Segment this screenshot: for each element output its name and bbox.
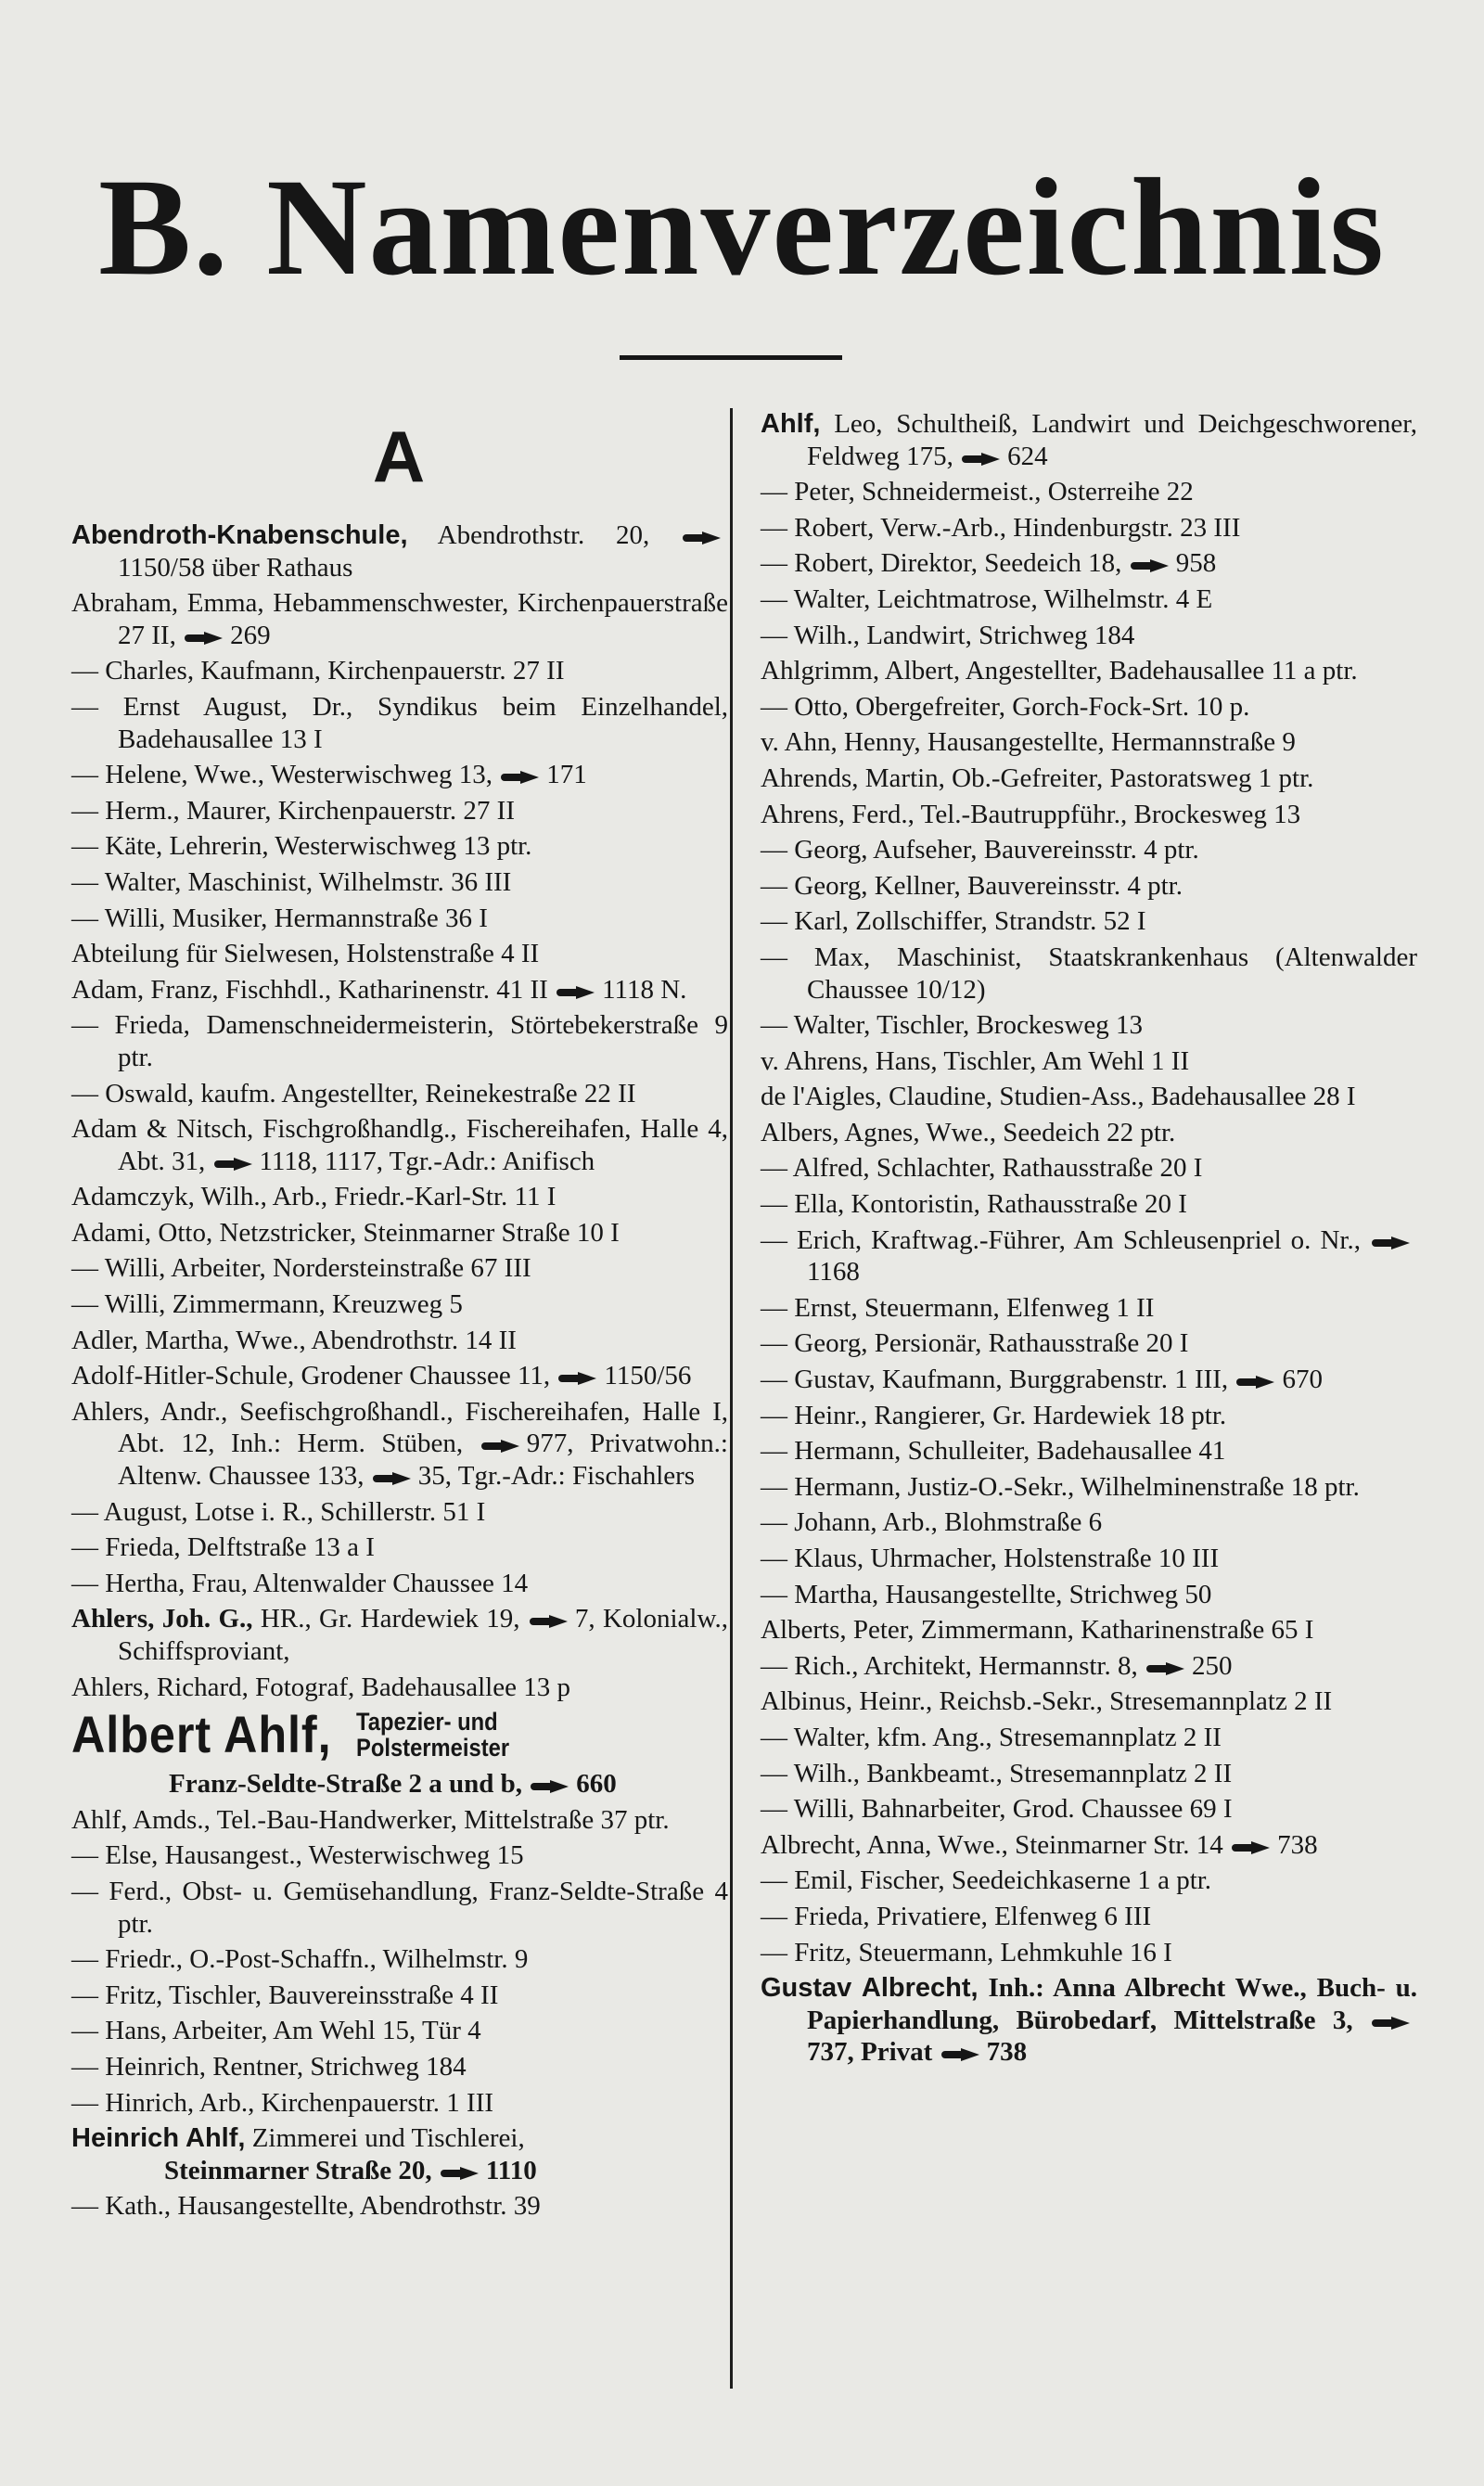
ad-gustav-phone: 737, [807, 2037, 854, 2068]
entry-text: — Georg, Kellner, Bauvereinsstr. 4 ptr. [761, 870, 1183, 901]
directory-entry [761, 1152, 1417, 1185]
entry-text: — Rich., Architekt, Hermannstr. 8, [761, 1650, 1138, 1681]
ad-gustav-albrecht [761, 1972, 1417, 2069]
directory-entry [761, 1081, 1417, 1113]
directory-entry [71, 1009, 728, 1073]
entry-text: — Gustav, Kaufmann, Burggrabenstr. 1 III, [761, 1365, 1229, 1395]
directory-entry [761, 1758, 1417, 1790]
ad-albert-trade-2: Polstermeister [355, 1734, 510, 1762]
entry-tail: Tgr.-Adr.: Anifisch [382, 1146, 595, 1176]
directory-entry [71, 1839, 728, 1872]
directory-entry [761, 1506, 1417, 1539]
entry-text: — Hermann, Schulleiter, Badehausallee 41 [761, 1436, 1226, 1467]
directory-entry [761, 691, 1417, 724]
entry-phone: 670 [1282, 1365, 1323, 1395]
directory-entry [761, 1901, 1417, 1933]
directory-entry [71, 2015, 728, 2047]
directory-entry [71, 1360, 728, 1392]
entry-text: Adolf-Hitler-Schule, Grodener Chaussee 11, [71, 1361, 551, 1391]
directory-entry [71, 1568, 728, 1600]
entry-text: — Hertha, Frau, Altenwalder Chaussee 14 [71, 1568, 529, 1598]
directory-entry [71, 1531, 728, 1564]
entry-text: — Willi, Zimmermann, Kreuzweg 5 [71, 1289, 463, 1320]
directory-entry [71, 759, 728, 791]
entry-text: — Walter, Maschinist, Wilhelmstr. 36 III [71, 866, 512, 897]
entry-text: — Heinr., Rangierer, Gr. Hardewiek 18 ptr. [761, 1400, 1227, 1430]
phone-icon [962, 452, 1003, 466]
directory-entry [71, 903, 728, 935]
entry-text: — Otto, Obergefreiter, Gorch-Fock-Srt. 10 p. [761, 691, 1250, 722]
directory-entry [71, 974, 728, 1006]
entry-text: — Willi, Arbeiter, Nordersteinstraße 67 III [71, 1253, 531, 1284]
directory-entry [71, 2087, 728, 2120]
title-rule [620, 355, 842, 360]
phone-icon [531, 1779, 571, 1793]
directory-entry [71, 1496, 728, 1529]
entry-text: — Ella, Kontoristin, Rathausstraße 20 I [761, 1189, 1187, 1220]
phone-icon [214, 1157, 255, 1171]
directory-entry [761, 1937, 1417, 1969]
entry-text: HR., Gr. Hardewiek 19, [252, 1604, 520, 1634]
entry-text: — Charles, Kaufmann, Kirchenpauerstr. 27 II [71, 656, 565, 686]
ad-gustav-phone-2: 738 [986, 2037, 1028, 2068]
entry-text: — Wilh., Landwirt, Strichweg 184 [761, 620, 1135, 650]
page-title: B. Namenverzeichnis [98, 150, 1386, 304]
entry-phone: 1168 [807, 1257, 860, 1288]
directory-entry [761, 1650, 1417, 1683]
ad-albert-trade-1: Tapezier- und [355, 1708, 498, 1736]
phone-icon [530, 1614, 570, 1628]
phone-icon [441, 2166, 481, 2180]
directory-entry [761, 1435, 1417, 1467]
directory-entry [71, 1288, 728, 1321]
entry-text: Ahlers, Andr., Seefischgroßhandl., Fischereihafen, Halle I, Abt. 12, Inh.: Herm. Stüben, [71, 1396, 728, 1459]
entry-phone: 250 [1192, 1650, 1233, 1681]
ad-gustav-text: Inh.: Anna Albrecht Wwe., Buch- u. Papierhandlung, Bürobedarf, Mittelstraße 3, [807, 1973, 1417, 2035]
directory-entry [761, 799, 1417, 831]
ad-gustav-name: Gustav Albrecht, [761, 1973, 979, 2004]
entry-text: — Martha, Hausangestellte, Strichweg 50 [761, 1579, 1212, 1609]
entry-text: — Walter, Leichtmatrose, Wilhelmstr. 4 E [761, 583, 1213, 614]
entry-text: Abraham, Emma, Hebammenschwester, Kirchenpauerstraße 27 II, [71, 588, 728, 650]
entry-text: Adamczyk, Wilh., Arb., Friedr.-Karl-Str. 11 I [71, 1182, 556, 1212]
entry-phone: 7, [574, 1604, 595, 1634]
entry-phone: 269 [230, 620, 271, 650]
ad-albert-ahlf [71, 1704, 728, 1763]
entry-text: — Helene, Wwe., Westerwischweg 13, [71, 760, 493, 790]
ad-gustav-tail: Privat [853, 2037, 933, 2068]
phone-icon [501, 770, 542, 784]
directory-entry [761, 1793, 1417, 1826]
entry-text: — Willi, Musiker, Hermannstraße 36 I [71, 903, 488, 933]
entry-phone: 958 [1175, 548, 1217, 579]
directory-entry [71, 866, 728, 899]
directory-entry [761, 476, 1417, 508]
entry-text: — Käte, Lehrerin, Westerwischweg 13 ptr. [71, 831, 532, 862]
phone-icon [683, 531, 723, 545]
directory-entry [761, 620, 1417, 652]
ad-albert-address: Franz-Seldte-Straße 2 a und b, [169, 1769, 523, 1800]
entry-text: v. Ahrens, Hans, Tischler, Am Wehl 1 II [761, 1045, 1190, 1076]
ad-heinrich-name: Heinrich Ahlf, [71, 2123, 246, 2154]
entry-text: — Ferd., Obst- u. Gemüsehandlung, Franz-Seldte-Straße 4 ptr. [71, 1876, 728, 1939]
right-column [761, 408, 1417, 2072]
entry-name: Abendroth-Knabenschule, [71, 520, 408, 550]
entry-text: Abteilung für Sielwesen, Holstenstraße 4 II [71, 939, 540, 969]
directory-entry [761, 1400, 1417, 1432]
entry-phone: 977, [526, 1429, 574, 1459]
entry-text: — Robert, Verw.-Arb., Hindenburgstr. 23 III [761, 512, 1241, 543]
entry-text: — Alfred, Schlachter, Rathausstraße 20 I [761, 1153, 1203, 1184]
entry-text: Ahlers, Richard, Fotograf, Badehausallee 13 p [71, 1672, 570, 1702]
directory-entry [761, 655, 1417, 687]
directory-entry [71, 587, 728, 651]
directory-entry [761, 1543, 1417, 1575]
directory-entry [71, 938, 728, 970]
entry-text: — Ernst, Steuermann, Elfenweg 1 II [761, 1292, 1155, 1323]
directory-entry [71, 1113, 728, 1177]
entry-list-right [761, 408, 1417, 1968]
directory-entry [761, 547, 1417, 580]
entry-text: v. Ahn, Henny, Hausangestellte, Hermannstraße 9 [761, 727, 1296, 758]
directory-entry [71, 1078, 728, 1110]
directory-entry [71, 1325, 728, 1357]
entry-text: — Erich, Kraftwag.-Führer, Am Schleusenpriel o. Nr., [761, 1224, 1361, 1255]
directory-entry [761, 1045, 1417, 1078]
directory-entry [71, 1396, 728, 1493]
entry-tail: Kolonialw., Schiffsproviant, [118, 1604, 729, 1666]
entry-phone: 1150/58 über Rathaus [118, 552, 353, 583]
directory-entry [71, 1252, 728, 1285]
ad-albert-phone: 660 [576, 1769, 617, 1800]
directory-entry [761, 762, 1417, 795]
entry-text: — Walter, kfm. Ang., Stresemannplatz 2 II [761, 1722, 1222, 1752]
entry-text: Ahlf, Amds., Tel.-Bau-Handwerker, Mittelstraße 37 ptr. [71, 1804, 670, 1835]
entry-list-left-3 [71, 2190, 728, 2223]
directory-entry [71, 2051, 728, 2083]
directory-entry [761, 1364, 1417, 1396]
entry-text: — Karl, Zollschiffer, Strandstr. 52 I [761, 906, 1146, 937]
directory-entry [71, 830, 728, 863]
ad-heinrich-address: Steinmarner Straße 20, [164, 2155, 432, 2185]
directory-entry [761, 408, 1417, 472]
entry-text: — Heinrich, Rentner, Strichweg 184 [71, 2051, 467, 2082]
entry-text: Ahlgrimm, Albert, Angestellter, Badehausallee 11 a ptr. [761, 656, 1358, 686]
ad-heinrich-ahlf [71, 2122, 728, 2186]
directory-entry [761, 726, 1417, 759]
directory-entry [71, 1603, 728, 1667]
directory-entry [71, 2190, 728, 2223]
directory-entry [761, 1614, 1417, 1647]
directory-entry [71, 1980, 728, 2012]
entry-phone: 171 [546, 760, 587, 790]
entry-text: de l'Aigles, Claudine, Studien-Ass., Badehausallee 28 I [761, 1082, 1356, 1112]
entry-text: Ahrens, Ferd., Tel.-Bautruppführ., Brockesweg 13 [761, 799, 1301, 829]
directory-entry [761, 1188, 1417, 1221]
entry-text: — Frieda, Privatiere, Elfenweg 6 III [761, 1901, 1152, 1931]
entry-text: — Willi, Bahnarbeiter, Grod. Chaussee 69 I [761, 1794, 1233, 1825]
left-column [71, 408, 728, 2226]
entry-text: — Hinrich, Arb., Kirchenpauerstr. 1 III [71, 2087, 494, 2118]
phone-icon [1372, 2016, 1413, 2030]
entry-text: Albrecht, Anna, Wwe., Steinmarner Str. 14 [761, 1829, 1223, 1860]
directory-entry [761, 1292, 1417, 1325]
entry-text: Albers, Agnes, Wwe., Seedeich 22 ptr. [761, 1117, 1176, 1147]
entry-tail: Privatwohn.: Altenw. Chaussee 133, [118, 1429, 728, 1492]
entry-phone: 1118, 1117, [259, 1146, 383, 1176]
entry-text: Ahrends, Martin, Ob.-Gefreiter, Pastoratsweg 1 ptr. [761, 762, 1314, 793]
entry-text: — Walter, Tischler, Brockesweg 13 [761, 1010, 1144, 1041]
directory-entry [761, 1117, 1417, 1149]
entry-name: Ahlers, Joh. G., [71, 1604, 253, 1634]
directory-entry [761, 1579, 1417, 1611]
entry-phone: 738 [1277, 1829, 1318, 1860]
entry-text: — Klaus, Uhrmacher, Holstenstraße 10 III [761, 1544, 1220, 1573]
entry-name: Ahlf, [761, 409, 821, 439]
phone-icon [1372, 1236, 1413, 1249]
directory-entry [761, 1722, 1417, 1754]
directory-entry [71, 519, 728, 583]
column-divider [730, 408, 733, 2389]
directory-entry [71, 1804, 728, 1837]
directory-entry [761, 1471, 1417, 1504]
entry-phone: 1150/56 [604, 1361, 692, 1391]
entry-text: — Frieda, Delftstraße 13 a I [71, 1532, 375, 1563]
phone-icon [1232, 1840, 1273, 1854]
directory-entry [761, 870, 1417, 903]
phone-icon [558, 1371, 599, 1385]
phone-icon [1131, 558, 1171, 572]
phone-icon [481, 1439, 522, 1453]
entry-text: — Kath., Hausangestellte, Abendrothstr. 39 [71, 2191, 541, 2222]
phone-icon [373, 1471, 414, 1485]
entry-text: — Frieda, Damenschneidermeisterin, Störtebekerstraße 9 ptr. [71, 1010, 728, 1072]
phone-icon [556, 985, 597, 999]
entry-text: — Georg, Persionär, Rathausstraße 20 I [761, 1328, 1189, 1359]
ad-albert-address-line [71, 1768, 728, 1800]
directory-entry [71, 1943, 728, 1976]
ad-heinrich-address-line [118, 2155, 728, 2187]
entry-text: — Wilh., Bankbeamt., Stresemannplatz 2 II [761, 1758, 1233, 1788]
phone-icon [1146, 1661, 1187, 1675]
entry-phone: 1118 N. [602, 974, 687, 1005]
directory-entry [71, 1217, 728, 1249]
ad-albert-name: Albert Ahlf, [71, 1704, 332, 1763]
entry-text: — Hans, Arbeiter, Am Wehl 15, Tür 4 [71, 2016, 481, 2046]
directory-entry [71, 691, 728, 755]
entry-text: — Else, Hausangest., Westerwischweg 15 [71, 1840, 524, 1871]
entry-text: — Johann, Arb., Blohmstraße 6 [761, 1507, 1103, 1538]
entry-phone: 624 [1007, 441, 1048, 471]
entry-text: Adami, Otto, Netzstricker, Steinmarner Straße 10 I [71, 1217, 620, 1248]
phone-icon [185, 631, 225, 645]
directory-entry [761, 1685, 1417, 1718]
entry-text: Adam & Nitsch, Fischgroßhandlg., Fischereihafen, Halle 4, Abt. 31, [71, 1114, 728, 1176]
directory-entry [71, 1181, 728, 1213]
entry-text: — Robert, Direktor, Seedeich 18, [761, 548, 1122, 579]
directory-entry [761, 1327, 1417, 1360]
entry-text: — Herm., Maurer, Kirchenpauerstr. 27 II [71, 795, 515, 826]
directory-entry [761, 834, 1417, 866]
entry-text: — Max, Maschinist, Staatskrankenhaus (Altenwalder Chaussee 10/12) [761, 942, 1417, 1005]
section-letter: A [372, 416, 428, 497]
directory-entry [761, 512, 1417, 545]
entry-text: Adler, Martha, Wwe., Abendrothstr. 14 II [71, 1325, 517, 1355]
directory-entry [761, 942, 1417, 1006]
phone-icon [941, 2047, 982, 2061]
entry-text: — Friedr., O.-Post-Schaffn., Wilhelmstr. 9 [71, 1944, 529, 1975]
entry-text: — Peter, Schneidermeist., Osterreihe 22 [761, 477, 1194, 507]
entry-text: — August, Lotse i. R., Schillerstr. 51 I [71, 1496, 486, 1527]
directory-entry [71, 795, 728, 827]
entry-list-left-2 [71, 1804, 728, 2119]
ad-albert-trade [356, 1709, 509, 1761]
entry-text: Abendrothstr. 20, [407, 520, 650, 550]
phone-icon [1236, 1375, 1277, 1389]
directory-entry [761, 905, 1417, 938]
entry-text: — Oswald, kaufm. Angestellter, Reinekestraße 22 II [71, 1078, 636, 1108]
ad-heinrich-phone: 1110 [485, 2155, 537, 2185]
entry-text: — Ernst August, Dr., Syndikus beim Einzelhandel, Badehausallee 13 I [71, 691, 728, 754]
entry-text: — Hermann, Justiz-O.-Sekr., Wilhelminenstraße 18 ptr. [761, 1471, 1360, 1502]
directory-entry [761, 1829, 1417, 1862]
directory-entry [71, 655, 728, 687]
entry-phone: 35, [417, 1461, 453, 1492]
entry-text: Adam, Franz, Fischhdl., Katharinenstr. 41 II [71, 974, 548, 1005]
entry-tail: Tgr.-Adr.: Fischahlers [452, 1461, 696, 1492]
directory-entry [761, 1224, 1417, 1288]
directory-entry [761, 583, 1417, 616]
directory-entry [71, 1876, 728, 1940]
entry-text: — Emil, Fischer, Seedeichkaserne 1 a ptr. [761, 1865, 1212, 1896]
directory-entry [761, 1009, 1417, 1042]
entry-text: — Fritz, Steuermann, Lehmkuhle 16 I [761, 1937, 1172, 1967]
directory-entry [71, 1672, 728, 1704]
entry-list-left [71, 519, 728, 1703]
entry-text: Leo, Schultheiß, Landwirt und Deichgeschworener, Feldweg 175, [807, 409, 1417, 471]
entry-text: — Georg, Aufseher, Bauvereinsstr. 4 ptr. [761, 835, 1199, 865]
entry-text: — Fritz, Tischler, Bauvereinsstraße 4 II [71, 1980, 499, 2010]
entry-text: Albinus, Heinr., Reichsb.-Sekr., Stresemannplatz 2 II [761, 1686, 1333, 1717]
entry-text: Alberts, Peter, Zimmermann, Katharinenstraße 65 I [761, 1615, 1314, 1646]
directory-entry [761, 1864, 1417, 1897]
ad-heinrich-text: Zimmerei und Tischlerei, [245, 2123, 525, 2154]
